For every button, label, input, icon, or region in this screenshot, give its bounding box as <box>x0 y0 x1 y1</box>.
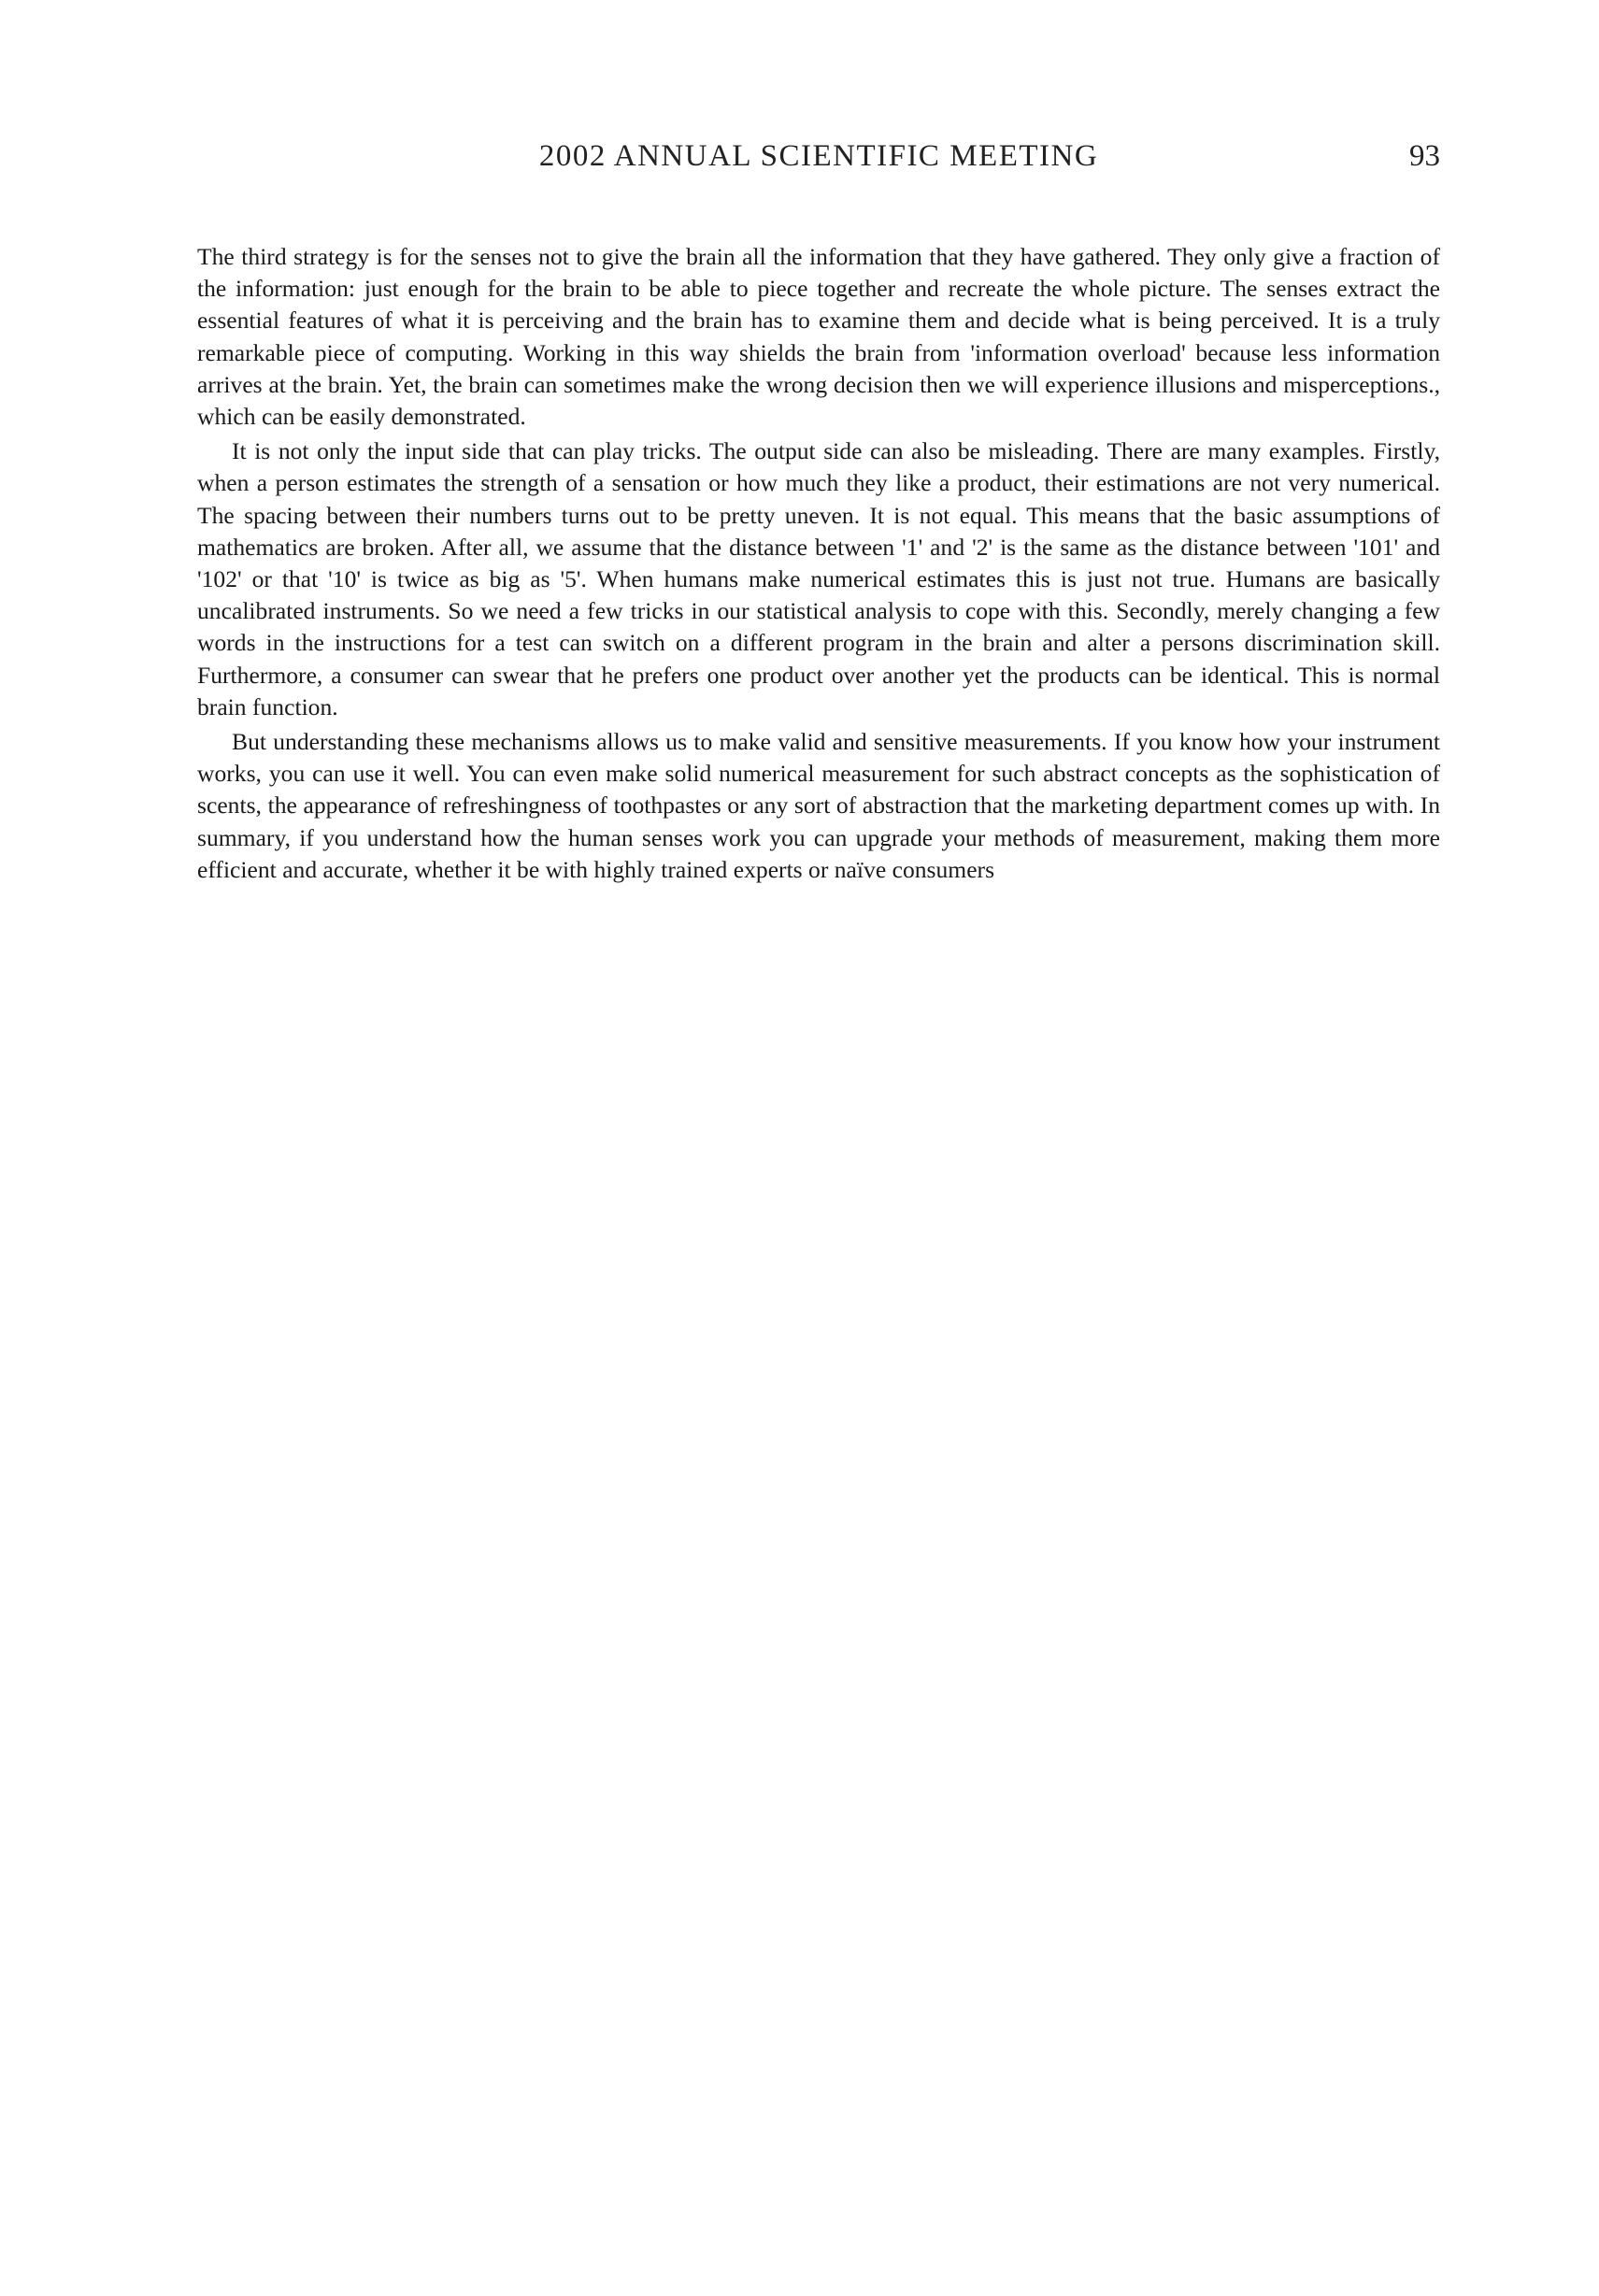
page-number: 93 <box>1409 139 1440 173</box>
running-header <box>197 135 1440 177</box>
paragraph-third-strategy: The third strategy is for the senses not to give the brain all the information that they have gathered. They only give a fraction of the information: just enough for the brain to be able to piece together and recreate the whole picture. The senses extract the essential features of what it is perceiving and the brain has to examine them and decide what is being perceived. It is a truly remarkable piece of computing. Working in this way shields the brain from 'information overload' because less information arrives at the brain. Yet, the brain can sometimes make the wrong decision then we will experience illusions and misperceptions., which can be easily demonstrated. <box>197 243 1440 431</box>
paragraph-summary: But understanding these mechanisms allows us to make valid and sensitive measurements. If you know how your instrument works, you can use it well. You can even make solid numerical measurement for such abstract concepts as the sophistication of scents, the appearance of refreshingness of toothpastes or any sort of abstraction that the marketing department comes up with. In summary, if you understand how the human senses work you can upgrade your methods of measurement, making them more efficient and accurate, whether it be with highly trained experts or naïve consumers <box>197 728 1440 883</box>
running-header-title: 2002 ANNUAL SCIENTIFIC MEETING <box>538 139 1099 173</box>
paragraph-output-side: It is not only the input side that can play tricks. The output side can also be misleading. There are many examples. Firstly, when a person estimates the strength of a sensation or how much they like a product, their estimations are not very numerical. The spacing between their numbers turns out to be pretty uneven. It is not equal. This means that the basic assumptions of mathematics are broken. After all, we assume that the distance between '1' and '2' is the same as the distance between '101' and '102' or that '10' is twice as big as '5'. When humans make numerical estimates this is just not true. Humans are basically uncalibrated instruments. So we need a few tricks in our statistical analysis to cope with this. Secondly, merely changing a few words in the instructions for a test can switch on a different program in the brain and alter a persons discrimination skill. Furthermore, a consumer can swear that he prefers one product over another yet the products can be identical. This is normal brain function. <box>197 437 1440 720</box>
body-text <box>197 241 1440 886</box>
